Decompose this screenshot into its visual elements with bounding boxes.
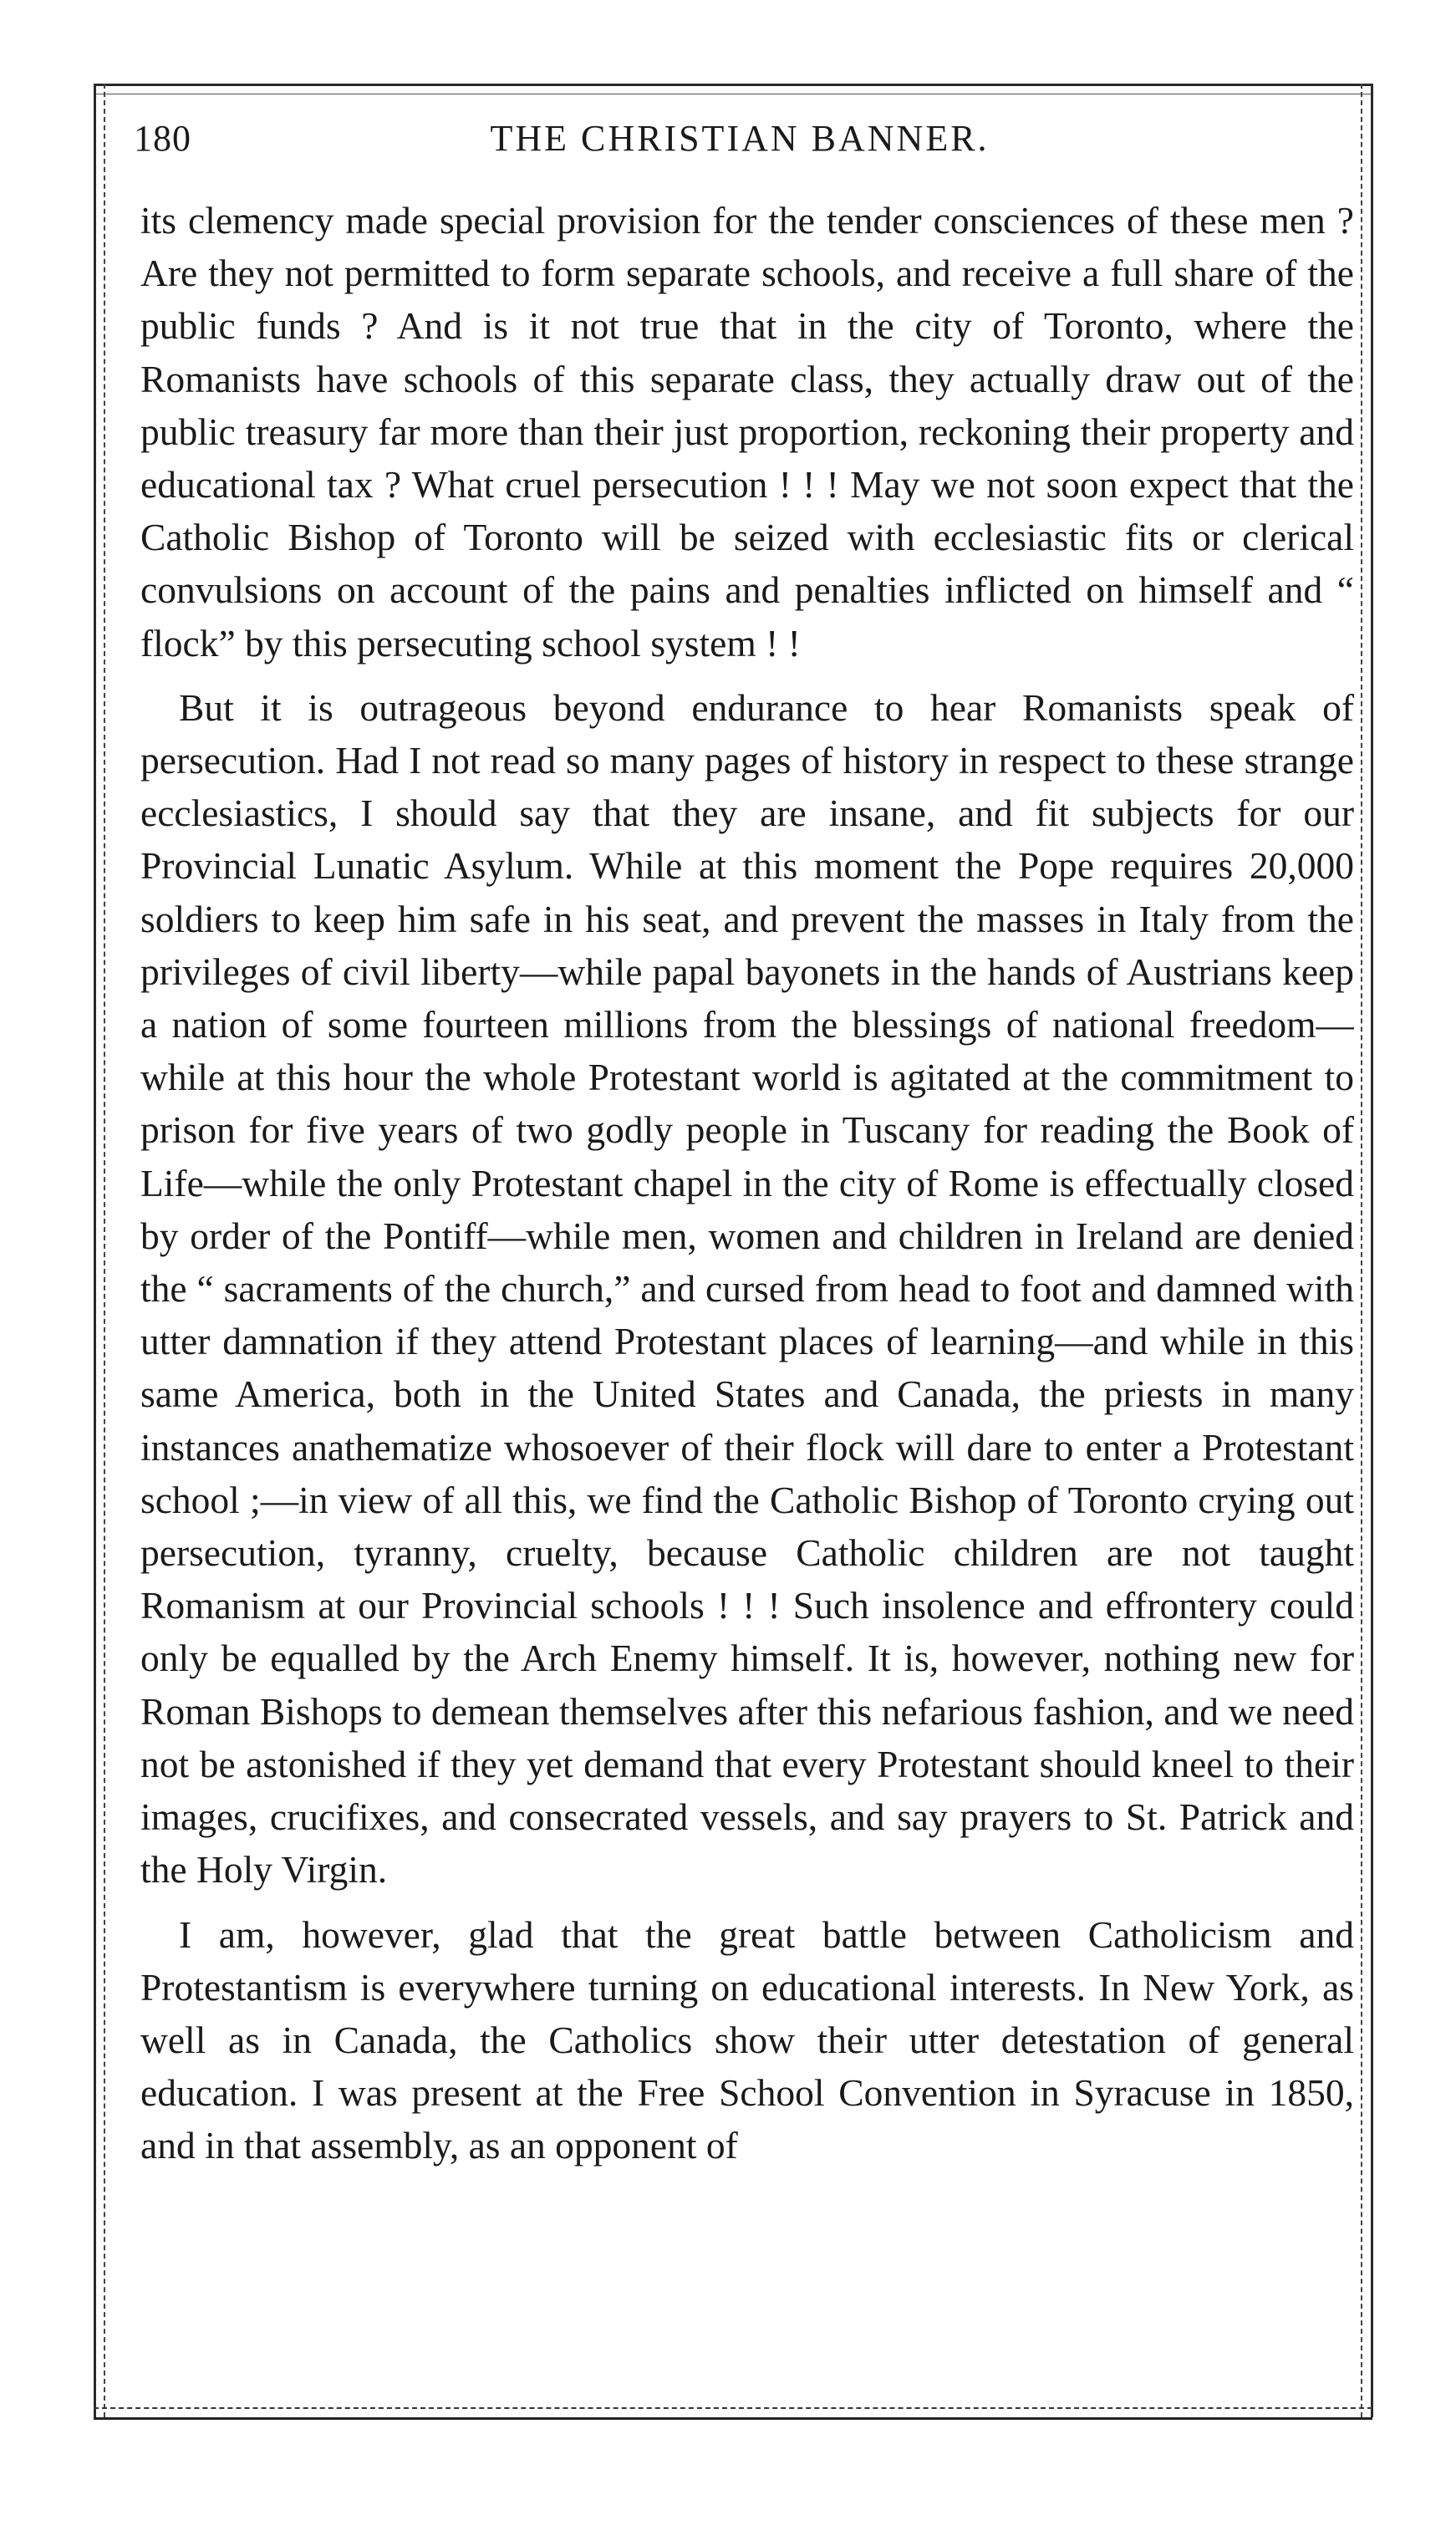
- paragraph-1: its clemency made special provision for the tender consciences of these men ? Are they not permitted to form separate schools, and receive a full share of the public funds ? And is it not true that in the city of Toronto, where the Romanists have schools of this separate class, they actually draw out of the public treasury far more than their just proportion, reckoning their property and educational tax ? What cruel persecution ! ! ! May we not soon expect that the Catholic Bishop of Toronto will be seized with ecclesiastic fits or clerical convulsions on account of the pains and penalties inflicted on himself and “ flock” by this persecuting school system ! !: [140, 199, 1354, 665]
- paragraph-2: But it is outrageous beyond endurance to hear Romanists speak of persecution. Had I not read so many pages of history in respect to these strange ecclesiastics, I should say that they are insane, and fit subjects for our Provincial Lunatic Asylum. While at this moment the Pope requires 20,000 soldiers to keep him safe in his seat, and prevent the masses in Italy from the privileges of civil liberty—while papal bayonets in the hands of Austrians keep a nation of some fourteen millions from the blessings of national freedom—while at this hour the whole Protestant world is agitated at the commitment to prison for five years of two godly people in Tuscany for reading the Book of Life—while the only Protestant chapel in the city of Rome is effectually closed by order of the Pontiff—while men, women and children in Ireland are denied the “ sacraments of the church,” and cursed from head to foot and damned with utter damnation if they attend Protestant places of learning—and while in this same America, both in the United States and Canada, the priests in many instances anathematize whosoever of their flock will dare to enter a Protestant school ;—in view of all this, we find the Catholic Bishop of Toronto crying out persecution, tyranny, cruelty, because Catholic children are not taught Romanism at our Provincial schools ! ! ! Such insolence and effrontery could only be equalled by the Arch Enemy himself. It is, however, nothing new for Roman Bishops to demean themselves after this nefarious fashion, and we need not be astonished if they yet demand that every Protestant should kneel to their images, crucifixes, and consecrated vessels, and say prayers to St. Patrick and the Holy Virgin.: [140, 685, 1354, 1892]
- right-inner-rule: [1361, 84, 1362, 2417]
- page-header: [134, 117, 1346, 176]
- right-border-rule: [1371, 84, 1373, 2417]
- page-body: [140, 194, 1354, 2384]
- bottom-rule: [94, 2417, 1372, 2420]
- left-border-rule: [94, 84, 96, 2417]
- page-number: 180: [134, 118, 191, 159]
- top-rule: [94, 84, 1372, 86]
- left-inner-rule: [104, 84, 105, 2417]
- bottom-rule-dashed: [94, 2407, 1372, 2409]
- running-title: THE CHRISTIAN BANNER.: [490, 118, 990, 159]
- paragraph-3: I am, however, glad that the great battle between Catholicism and Protestantism is everywhere turning on educational interests. In New York, as well as in Canada, the Catholics show their utter detestation of general education. I was present at the Free School Convention in Syracuse in 1850, and in that assembly, as an opponent of: [140, 1912, 1354, 2167]
